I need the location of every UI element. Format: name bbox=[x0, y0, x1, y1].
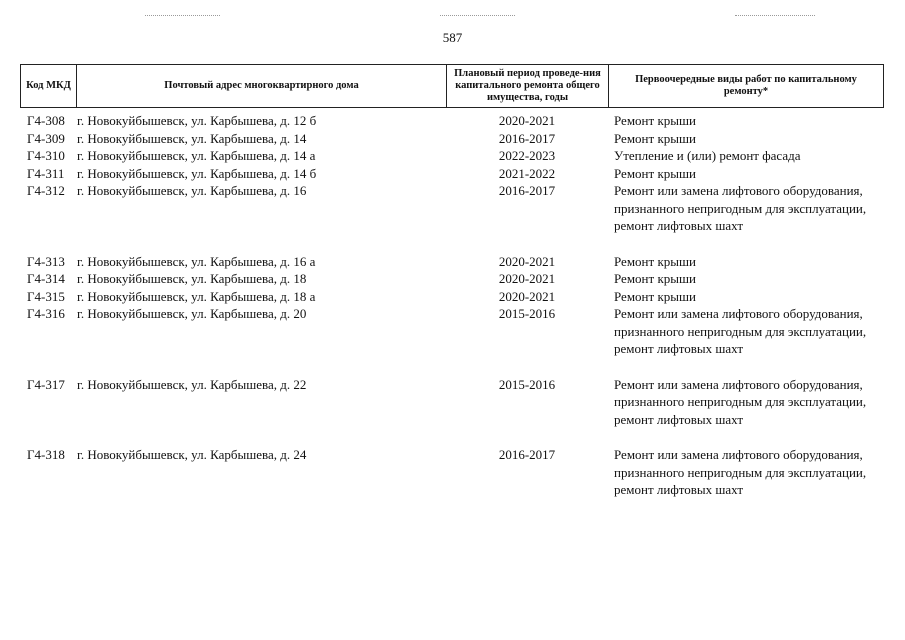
table-row bbox=[20, 165, 884, 183]
cell-works: Ремонт крыши bbox=[614, 288, 696, 304]
cell-code: Г4-312 bbox=[27, 183, 65, 198]
cell-works: Ремонт или замена лифтового оборудования, признанного непригодным для эксплуатации, ремонт лифтовых шахт bbox=[614, 376, 867, 427]
header-works: Первоочередные виды работ по капитальному ремонту* bbox=[635, 74, 857, 97]
cell-period: 2020-2021 bbox=[498, 271, 556, 286]
cell-period: 2021-2022 bbox=[498, 165, 556, 181]
cell-address: г. Новокуйбышевск, ул. Карбышева, д. 14 б bbox=[77, 165, 317, 181]
cell-works: Ремонт крыши bbox=[614, 271, 696, 286]
cell-code: Г4-308 bbox=[27, 113, 65, 128]
cell-period: 2020-2021 bbox=[498, 288, 556, 304]
cell-works: Ремонт крыши bbox=[614, 165, 696, 181]
cell-address: г. Новокуйбышевск, ул. Карбышева, д. 20 bbox=[77, 306, 307, 321]
cell-period: 2016-2017 bbox=[498, 130, 556, 146]
cell-code: Г4-314 bbox=[27, 271, 65, 286]
cell-code: Г4-318 bbox=[27, 447, 65, 462]
table-body bbox=[20, 112, 884, 499]
cell-code: Г4-311 bbox=[27, 165, 65, 181]
scan-artifact bbox=[440, 15, 515, 17]
scan-artifact bbox=[145, 15, 220, 17]
cell-works: Ремонт крыши bbox=[614, 113, 696, 128]
table-row bbox=[20, 130, 884, 148]
cell-address: г. Новокуйбышевск, ул. Карбышева, д. 16 а bbox=[77, 253, 316, 269]
cell-works: Ремонт или замена лифтового оборудования, признанного непригодным для эксплуатации, ремонт лифтовых шахт bbox=[614, 183, 867, 233]
cell-address: г. Новокуйбышевск, ул. Карбышева, д. 18 а bbox=[77, 288, 316, 304]
table-row bbox=[20, 288, 884, 306]
scan-artifact bbox=[735, 15, 815, 17]
cell-period: 2020-2021 bbox=[498, 113, 556, 128]
cell-code: Г4-315 bbox=[27, 288, 65, 304]
cell-address: г. Новокуйбышевск, ул. Карбышева, д. 12 б bbox=[77, 113, 317, 128]
cell-code: Г4-309 bbox=[27, 130, 65, 146]
cell-address: г. Новокуйбышевск, ул. Карбышева, д. 14 а bbox=[77, 148, 316, 163]
table-row bbox=[20, 147, 884, 165]
cell-code: Г4-316 bbox=[27, 306, 65, 321]
cell-works: Ремонт или замена лифтового оборудования, признанного непригодным для эксплуатации, ремонт лифтовых шахт bbox=[614, 306, 867, 356]
header-code: Код МКД bbox=[21, 65, 77, 107]
cell-address: г. Новокуйбышевск, ул. Карбышева, д. 24 bbox=[77, 447, 307, 462]
cell-period: 2015-2016 bbox=[498, 306, 556, 321]
header-address: Почтовый адрес многоквартирного дома bbox=[77, 65, 447, 107]
cell-code: Г4-310 bbox=[27, 148, 65, 163]
cell-address: г. Новокуйбышевск, ул. Карбышева, д. 14 bbox=[77, 130, 307, 146]
cell-works: Ремонт крыши bbox=[614, 253, 696, 269]
table-row bbox=[20, 253, 884, 271]
header-period: Плановый период проведе-ния капитального ремонта общего имущества, годы bbox=[447, 65, 609, 107]
table-row bbox=[20, 376, 884, 429]
cell-period: 2016-2017 bbox=[498, 183, 556, 198]
cell-address: г. Новокуйбышевск, ул. Карбышева, д. 16 bbox=[77, 183, 307, 198]
cell-period: 2020-2021 bbox=[498, 253, 556, 269]
cell-period: 2015-2016 bbox=[498, 376, 556, 392]
table-row bbox=[20, 270, 884, 288]
table-row bbox=[20, 182, 884, 235]
table-row bbox=[20, 305, 884, 358]
cell-address: г. Новокуйбышевск, ул. Карбышева, д. 22 bbox=[77, 376, 307, 392]
cell-works: Ремонт или замена лифтового оборудования, признанного непригодным для эксплуатации, ремонт лифтовых шахт bbox=[614, 447, 867, 497]
table-row bbox=[20, 446, 884, 499]
table-header bbox=[20, 64, 884, 108]
cell-works: Ремонт крыши bbox=[614, 130, 696, 146]
table-row bbox=[20, 112, 884, 130]
cell-works: Утепление и (или) ремонт фасада bbox=[614, 148, 801, 163]
cell-period: 2016-2017 bbox=[498, 447, 556, 462]
cell-code: Г4-313 bbox=[27, 253, 65, 269]
cell-code: Г4-317 bbox=[27, 376, 65, 392]
page-number: 587 bbox=[442, 30, 463, 45]
cell-address: г. Новокуйбышевск, ул. Карбышева, д. 18 bbox=[77, 271, 307, 286]
cell-period: 2022-2023 bbox=[498, 148, 556, 163]
